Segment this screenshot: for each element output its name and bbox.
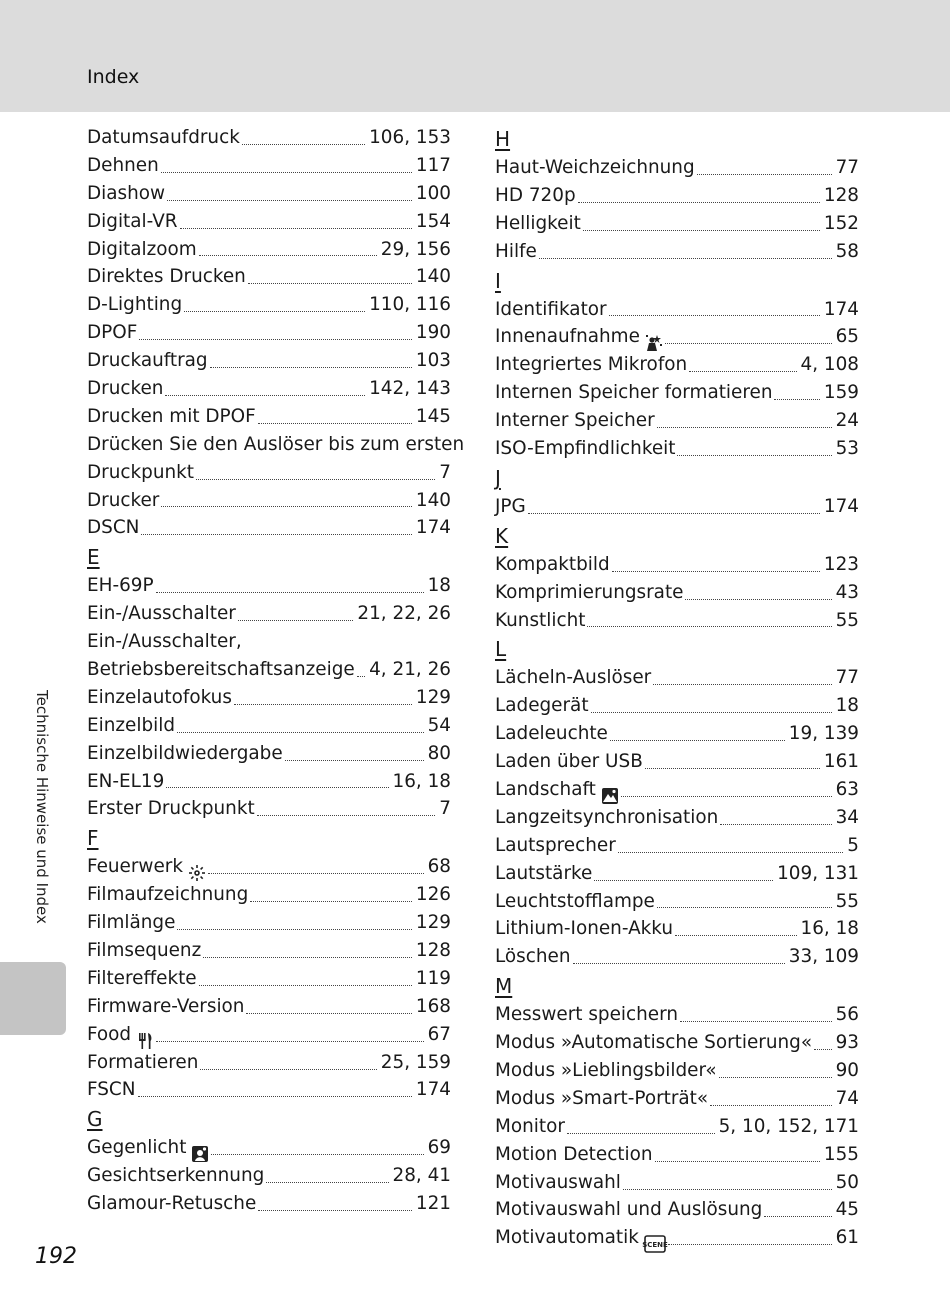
index-entry [495, 210, 859, 238]
index-term: Langzeitsynchronisation [495, 806, 719, 828]
index-entry [87, 1077, 451, 1105]
dot-leader [719, 1077, 832, 1078]
index-entry [87, 881, 451, 909]
index-entry [87, 514, 451, 542]
index-letter-heading: M [495, 974, 513, 999]
dot-leader [285, 760, 424, 761]
dot-leader [257, 815, 436, 816]
index-term: FSCN [87, 1079, 136, 1101]
index-page-ref: 7 [439, 461, 451, 483]
index-term: Ein-/Ausschalter [87, 603, 236, 625]
index-entry [495, 860, 859, 888]
index-term: Messwert speichern [495, 1004, 678, 1026]
index-entry [87, 263, 451, 291]
index-letter-heading: L [495, 637, 507, 662]
index-page-ref: 161 [823, 751, 859, 773]
dot-leader [266, 1182, 388, 1183]
dot-leader [591, 712, 832, 713]
index-page-ref: 152 [823, 212, 859, 234]
dot-leader [774, 399, 819, 400]
index-term: Interner Speicher [495, 410, 655, 432]
index-term: Ladeleuchte [495, 723, 608, 745]
index-term: ISO-Empfindlichkeit [495, 438, 676, 459]
dot-leader [248, 283, 412, 284]
dot-leader [539, 258, 832, 259]
index-page-ref: 190 [415, 322, 451, 344]
index-term: Druckpunkt [87, 461, 194, 483]
index-entry [495, 182, 859, 210]
index-term: HD 720p [495, 184, 576, 206]
index-entry [495, 1001, 859, 1029]
dot-leader [764, 1216, 831, 1217]
index-entry [87, 1190, 451, 1218]
side-tab-label: Technische Hinweise und Index [33, 690, 51, 924]
index-page-ref: 106, 153 [369, 126, 451, 148]
index-entry [495, 915, 859, 943]
index-page-ref: 93 [835, 1032, 859, 1054]
index-entry [87, 459, 451, 487]
index-page-ref: 28, 41 [392, 1165, 451, 1187]
index-page-ref: 174 [415, 517, 451, 539]
header-band [0, 0, 950, 112]
dot-leader [234, 704, 412, 705]
index-entry [495, 1224, 859, 1252]
index-page-ref: 67 [427, 1023, 451, 1045]
dot-leader [250, 901, 412, 902]
index-term: Landschaft [495, 779, 596, 801]
index-page-ref: 100 [415, 182, 451, 204]
index-page-ref: 117 [415, 154, 451, 176]
index-term: Kunstlicht [495, 609, 586, 631]
index-term: Kompaktbild [495, 553, 610, 575]
index-page-ref: 140 [415, 266, 451, 288]
index-term: Gegenlicht [87, 1137, 187, 1159]
index-page-ref: 61 [835, 1227, 859, 1249]
index-page-ref: 126 [415, 884, 451, 906]
index-page-ref: 43 [835, 581, 859, 603]
index-page-ref: 25, 159 [380, 1051, 451, 1073]
dot-leader [609, 315, 820, 316]
index-entry [87, 1162, 451, 1190]
index-entry [495, 664, 859, 692]
index-page-ref: 63 [835, 779, 859, 801]
index-term: Formatieren [87, 1051, 199, 1073]
index-entry [495, 943, 859, 971]
index-entry [495, 748, 859, 776]
index-term: Filmsequenz [87, 940, 202, 962]
index-entry [495, 804, 859, 832]
index-entry [87, 208, 451, 236]
dot-leader [618, 852, 844, 853]
index-entry [495, 351, 859, 379]
index-term: Filtereffekte [87, 967, 197, 989]
index-letter-heading: J [495, 465, 501, 490]
index-term: Feuerwerk [87, 856, 183, 878]
index-entry [87, 684, 451, 712]
index-letter-heading: K [495, 523, 509, 548]
side-tab [0, 962, 66, 1035]
index-page-ref: 55 [835, 609, 859, 631]
index-term: Einzelbildwiedergabe [87, 742, 283, 764]
index-page-ref: 18 [427, 575, 451, 597]
dot-leader [177, 732, 424, 733]
index-entry [495, 551, 859, 579]
index-page-ref: 103 [415, 350, 451, 372]
index-page-ref: 74 [835, 1087, 859, 1109]
index-entry [87, 965, 451, 993]
index-entry [87, 740, 451, 768]
index-page-ref: 129 [415, 912, 451, 934]
index-term: Komprimierungsrate [495, 581, 684, 603]
dot-leader [199, 985, 412, 986]
dot-leader [258, 423, 412, 424]
dot-leader [258, 1210, 412, 1211]
dot-leader [677, 455, 831, 456]
backlight-icon [191, 1144, 209, 1162]
index-term: Hilfe [495, 240, 537, 262]
dot-leader [587, 626, 831, 627]
index-term: Lautstärke [495, 862, 593, 884]
dot-leader [208, 873, 424, 874]
index-term: Gesichtserkennung [87, 1165, 265, 1187]
index-entry [87, 853, 451, 881]
index-term: Haut-Weichzeichnung [495, 156, 695, 178]
index-term: Ein-/Ausschalter, [87, 631, 242, 653]
index-term: Digitalzoom [87, 238, 197, 260]
dot-leader [141, 534, 411, 535]
dot-leader [612, 571, 820, 572]
dot-leader [610, 740, 785, 741]
index-entry [87, 1021, 451, 1049]
dot-leader [211, 1154, 423, 1155]
index-letter-heading: H [495, 127, 511, 151]
scene-auto-icon [644, 1234, 666, 1252]
index-entry [87, 909, 451, 937]
index-entry [87, 1049, 451, 1077]
index-term: Laden über USB [495, 751, 643, 773]
index-page-ref: 77 [835, 156, 859, 178]
dot-leader [238, 620, 354, 621]
index-entry [87, 180, 451, 208]
fireworks-icon [188, 863, 206, 881]
page-number: 192 [35, 1244, 77, 1269]
index-letter-heading: F [87, 826, 99, 851]
dot-leader [720, 824, 831, 825]
dot-leader [210, 367, 412, 368]
dot-leader [645, 768, 820, 769]
index-entry [87, 937, 451, 965]
index-term: Direktes Drucken [87, 266, 246, 288]
dot-leader [594, 880, 773, 881]
index-entry [87, 124, 451, 152]
index-entry [87, 403, 451, 431]
index-entry [87, 600, 451, 628]
index-term: JPG [495, 495, 526, 517]
index-term: EH-69P [87, 575, 154, 597]
index-page-ref: 159 [823, 382, 859, 404]
dot-leader [196, 479, 435, 480]
index-entry [495, 1029, 859, 1057]
index-term: Modus »Automatische Sortierung« [495, 1032, 813, 1054]
index-page-ref: 80 [427, 742, 451, 764]
index-term: Digital-VR [87, 210, 178, 232]
index-entry [87, 487, 451, 515]
index-term: EN-EL19 [87, 770, 165, 792]
dot-leader [653, 684, 831, 685]
index-page-ref: 55 [835, 890, 859, 912]
index-entry [495, 407, 859, 435]
index-page-ref: 174 [415, 1079, 451, 1101]
index-entry [87, 236, 451, 264]
index-entry [87, 712, 451, 740]
index-term: D-Lighting [87, 294, 183, 316]
index-term: Erster Druckpunkt [87, 798, 255, 820]
index-page-ref: 128 [415, 940, 451, 962]
index-page-ref: 65 [835, 326, 859, 348]
index-term: Motivautomatik [495, 1227, 639, 1249]
index-term: Innenaufnahme [495, 326, 640, 348]
dot-leader [161, 506, 412, 507]
index-column-left [87, 124, 465, 1218]
svg-text:SCENE: SCENE [642, 1241, 668, 1250]
index-page-ref: 154 [415, 210, 451, 232]
index-entry [87, 347, 451, 375]
index-page-ref: 53 [835, 438, 859, 459]
dot-leader [165, 395, 365, 396]
dot-leader [242, 144, 365, 145]
dot-leader [567, 1133, 715, 1134]
index-page-ref: 34 [835, 806, 859, 828]
index-term: DSCN [87, 517, 140, 539]
index-term: Ladegerät [495, 695, 589, 717]
index-term: Monitor [495, 1115, 565, 1137]
dot-leader [528, 513, 820, 514]
index-term: Drucken mit DPOF [87, 405, 256, 427]
dot-leader [167, 200, 412, 201]
index-entry [495, 238, 859, 266]
index-entry [495, 832, 859, 860]
dot-leader [199, 255, 377, 256]
index-page-ref: 5, 10, 152, 171 [718, 1115, 859, 1137]
index-term: Motivauswahl [495, 1171, 621, 1193]
dot-leader [668, 1244, 832, 1245]
index-page-ref: 29, 156 [380, 238, 451, 260]
index-term: Lächeln-Auslöser [495, 667, 652, 689]
index-term: Drucker [87, 489, 160, 511]
index-entry [87, 431, 465, 459]
dot-leader [138, 1096, 412, 1097]
dot-leader [166, 787, 388, 788]
index-term: Drücken Sie den Auslöser bis zum ersten [87, 433, 465, 455]
index-term: Druckauftrag [87, 350, 208, 372]
index-entry [87, 152, 451, 180]
dot-leader [161, 172, 412, 173]
index-entry [495, 579, 859, 607]
index-page-ref: 4, 21, 26 [369, 659, 451, 681]
index-entry [87, 795, 451, 823]
index-term: DPOF [87, 322, 138, 344]
index-letter-heading: G [87, 1107, 103, 1132]
index-entry [495, 1141, 859, 1169]
index-page-ref: 145 [415, 405, 451, 427]
index-page-ref: 21, 22, 26 [357, 603, 451, 625]
index-entry [495, 720, 859, 748]
dot-leader [246, 1013, 411, 1014]
index-page-ref: 142, 143 [369, 378, 451, 399]
index-entry [87, 656, 451, 684]
index-letter-heading: I [495, 268, 501, 293]
index-term: Internen Speicher formatieren [495, 382, 773, 404]
index-page-ref: 174 [823, 495, 859, 517]
party-indoor-icon [645, 333, 663, 351]
index-term: Diashow [87, 182, 166, 204]
index-page-ref: 168 [415, 995, 451, 1017]
dot-leader [139, 339, 412, 340]
index-entry [495, 1085, 859, 1113]
index-page-ref: 50 [835, 1171, 859, 1193]
index-entry [87, 1134, 451, 1162]
index-term: Leuchtstofflampe [495, 890, 655, 912]
dot-leader [814, 1049, 831, 1050]
index-entry [87, 375, 451, 403]
dot-leader [675, 935, 796, 936]
index-term: Firmware-Version [87, 995, 245, 1017]
index-entry [87, 291, 451, 319]
index-page-ref: 45 [835, 1199, 859, 1221]
index-term: Motivauswahl und Auslösung [495, 1199, 763, 1221]
index-page-ref: 68 [427, 856, 451, 878]
index-page-ref: 16, 18 [800, 918, 859, 940]
index-entry [87, 628, 451, 656]
dot-leader [583, 230, 820, 231]
index-entry [495, 296, 859, 324]
index-page-ref: 121 [415, 1193, 451, 1215]
index-term: Einzelautofokus [87, 686, 232, 708]
index-entry [495, 1169, 859, 1197]
index-page-ref: 129 [415, 686, 451, 708]
index-page-ref: 77 [835, 667, 859, 689]
index-page-ref: 7 [439, 798, 451, 820]
dot-leader [573, 963, 785, 964]
dot-leader [177, 929, 411, 930]
index-entry [495, 776, 859, 804]
index-term: Lautsprecher [495, 834, 616, 856]
index-term: Betriebsbereitschaftsanzeige [87, 659, 355, 681]
index-entry [495, 323, 859, 351]
index-page-ref: 4, 108 [800, 354, 859, 376]
food-icon [136, 1031, 154, 1049]
index-entry [495, 379, 859, 407]
index-page-ref: 19, 139 [788, 723, 859, 745]
index-page-ref: 33, 109 [788, 946, 859, 968]
dot-leader [680, 1021, 832, 1022]
index-page-ref: 5 [847, 834, 859, 856]
index-term: Dehnen [87, 154, 159, 176]
index-term: Datumsaufdruck [87, 126, 240, 148]
index-entry [495, 1113, 859, 1141]
dot-leader [184, 311, 365, 312]
dot-leader [200, 1069, 376, 1070]
index-entry [495, 1057, 859, 1085]
dot-leader [623, 1189, 832, 1190]
dot-leader [697, 174, 832, 175]
index-entry [495, 435, 859, 463]
index-page-ref: 128 [823, 184, 859, 206]
dot-leader [685, 599, 831, 600]
landscape-icon [601, 786, 619, 804]
dot-leader [689, 371, 796, 372]
index-page-ref: 155 [823, 1143, 859, 1165]
index-page-ref: 110, 116 [369, 294, 451, 316]
index-term: Glamour-Retusche [87, 1193, 257, 1215]
index-term: Modus »Lieblingsbilder« [495, 1060, 717, 1082]
index-letter-heading: E [87, 545, 100, 570]
dot-leader [710, 1105, 831, 1106]
index-entry [87, 572, 451, 600]
index-term: Identifikator [495, 298, 607, 320]
index-entry [495, 1197, 859, 1225]
dot-leader [657, 907, 832, 908]
index-column-right [495, 124, 859, 1252]
index-page-ref: 123 [823, 553, 859, 575]
index-page-ref: 119 [415, 967, 451, 989]
index-term: Filmlänge [87, 912, 176, 934]
dot-leader [156, 1041, 423, 1042]
index-entry [87, 319, 451, 347]
index-entry [495, 607, 859, 635]
index-page-ref: 54 [427, 714, 451, 736]
index-term: Filmaufzeichnung [87, 884, 249, 906]
dot-leader [621, 796, 832, 797]
dot-leader [180, 228, 412, 229]
index-term: Einzelbild [87, 714, 176, 736]
index-term: Food [87, 1023, 132, 1045]
dot-leader [357, 676, 365, 677]
index-entry [495, 692, 859, 720]
index-page-ref: 58 [835, 240, 859, 262]
index-page-ref: 56 [835, 1004, 859, 1026]
dot-leader [156, 592, 424, 593]
index-entry [495, 493, 859, 521]
dot-leader [578, 202, 820, 203]
index-entry [87, 768, 451, 796]
index-page-ref: 16, 18 [392, 770, 451, 792]
index-page-ref: 109, 131 [777, 862, 859, 884]
index-page-ref: 18 [835, 695, 859, 717]
index-page-ref: 140 [415, 489, 451, 511]
dot-leader [657, 427, 832, 428]
index-term: Helligkeit [495, 212, 581, 234]
index-term: Integriertes Mikrofon [495, 354, 688, 376]
index-page-ref: 90 [835, 1060, 859, 1082]
index-entry [495, 154, 859, 182]
index-entry [87, 993, 451, 1021]
index-term: Modus »Smart-Porträt« [495, 1087, 709, 1109]
index-page-ref: 24 [835, 410, 859, 432]
dot-leader [655, 1161, 820, 1162]
index-page-ref: 69 [427, 1137, 451, 1159]
index-term: Löschen [495, 946, 571, 968]
page-header-title: Index [87, 66, 140, 88]
index-entry [495, 888, 859, 916]
index-term: Drucken [87, 378, 164, 399]
index-term: Motion Detection [495, 1143, 653, 1165]
dot-leader [665, 343, 832, 344]
index-page-ref: 174 [823, 298, 859, 320]
dot-leader [203, 957, 412, 958]
index-term: Lithium-Ionen-Akku [495, 918, 674, 940]
